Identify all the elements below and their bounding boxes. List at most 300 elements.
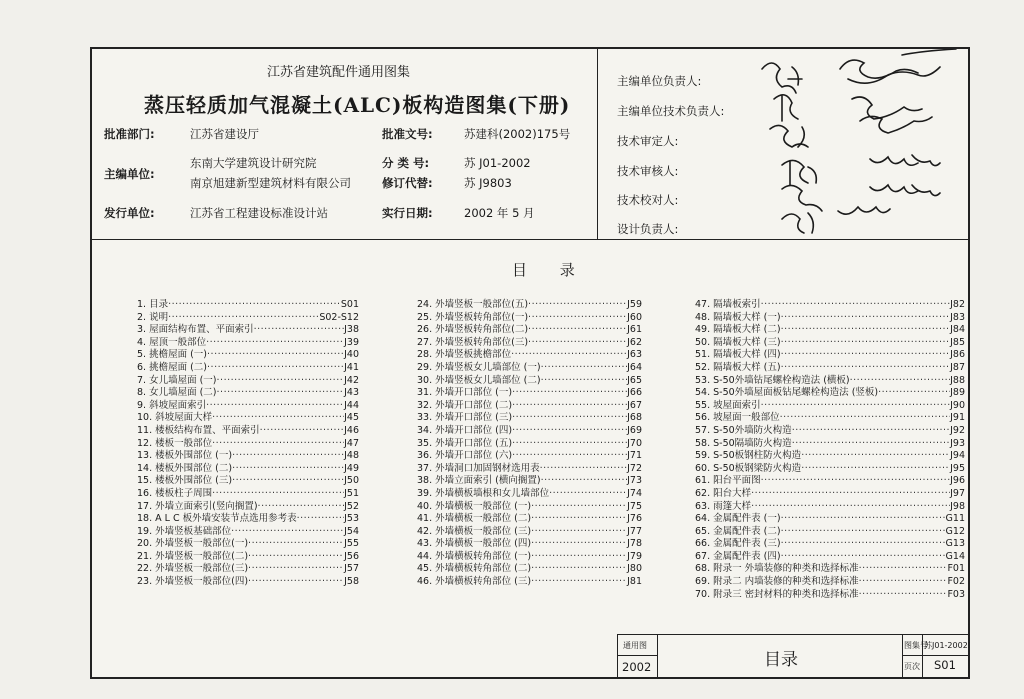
atlas-title: 蒸压轻质加气混凝土(ALC)板构造图集(下册) <box>144 93 571 117</box>
toc-entry-leader <box>541 362 628 375</box>
revision-value: 苏 J9803 <box>464 176 512 190</box>
toc-entry-title: 24. 外墙竖板一般部位(五) <box>417 299 529 310</box>
footer-year-divider <box>657 634 658 677</box>
toc-entry-page: J48 <box>344 450 359 462</box>
toc-entry-title: 47. 隔墙板索引 <box>695 299 761 310</box>
revision-label: 修订代替: <box>382 176 433 190</box>
toc-entry-title: 32. 外墙开口部位 (二) <box>417 399 513 411</box>
toc-entry <box>417 349 642 362</box>
toc-entry-leader <box>248 538 344 551</box>
footer-page-label: 页次 <box>904 662 920 671</box>
toc-entry-page: S01 <box>340 299 359 310</box>
toc-entry <box>137 362 359 375</box>
toc-entry <box>137 475 359 488</box>
toc-entry-title: 57. S-50外墙防火构造 <box>695 424 792 436</box>
toc-entry <box>695 589 965 602</box>
toc-entry-leader <box>531 513 627 526</box>
toc-entry-page: J61 <box>627 324 642 336</box>
toc-entry-title: 56. 坡屋面一般部位 <box>695 412 780 424</box>
toc-entry <box>137 299 359 312</box>
toc-entry-page: J95 <box>950 462 965 474</box>
toc-entry-leader <box>168 312 319 325</box>
toc-entry-title: 60. S-50板钢梁防火构造 <box>695 462 802 474</box>
toc-entry-leader <box>531 501 627 514</box>
toc-entry-leader <box>859 589 948 602</box>
toc-entry-page: J84 <box>950 324 965 336</box>
resp-editor-head: 主编单位负责人: <box>617 74 702 88</box>
toc-entry-page: J91 <box>950 412 965 424</box>
toc-entry-leader <box>512 387 627 400</box>
toc-entry <box>417 450 642 463</box>
date-label: 实行日期: <box>382 206 433 220</box>
editor-value-2: 南京旭建新型建筑材料有限公司 <box>190 176 351 190</box>
resp-proofreader: 技术校对人: <box>617 193 679 207</box>
toc-entry-title: 14. 楼板外围部位 (二) <box>137 462 233 474</box>
toc-entry-title: 48. 隔墙板大样 (一) <box>695 311 781 323</box>
toc-entry <box>695 400 965 413</box>
toc-entry <box>695 362 965 375</box>
toc-entry-page: J50 <box>344 475 359 487</box>
toc-entry <box>417 438 642 451</box>
toc-entry-leader <box>751 488 950 501</box>
toc-entry-title: 64. 金属配件表 (一) <box>695 513 781 525</box>
toc-entry-page: J59 <box>627 299 642 310</box>
toc-entry-page: J77 <box>627 525 642 537</box>
toc-entry-title: 42. 外墙横板一般部位 (三) <box>417 525 532 537</box>
toc-entry-page: J46 <box>344 424 359 436</box>
toc-entry <box>695 501 965 514</box>
toc-entry <box>695 450 965 463</box>
toc-entry <box>695 576 965 589</box>
toc-entry-title: 53. S-50外墙钻尾螺栓构造法 (横板) <box>695 374 850 386</box>
toc-entry-page: J74 <box>627 487 642 499</box>
toc-entry <box>417 576 642 589</box>
toc-entry <box>695 412 965 425</box>
toc-entry-title: 63. 雨篷大样 <box>695 500 752 512</box>
toc-entry-page: J45 <box>344 412 359 424</box>
toc-entry-leader <box>781 526 946 539</box>
toc-entry <box>695 375 965 388</box>
toc-entry-leader <box>528 337 627 350</box>
toc-entry-leader <box>780 412 950 425</box>
toc-entry-leader <box>761 299 950 312</box>
toc-entry <box>137 387 359 400</box>
header-divider <box>597 49 598 239</box>
toc-entry <box>137 538 359 551</box>
toc-entry-leader <box>297 513 344 526</box>
toc-entry-leader <box>781 337 951 350</box>
toc-entry-title: 23. 外墙竖板一般部位(四) <box>137 576 249 588</box>
toc-entry <box>137 463 359 476</box>
toc-entry-title: 59. S-50板钢柱防火构造 <box>695 450 802 462</box>
toc-entry-title: 7. 女儿墙屋面 (一) <box>137 374 217 386</box>
toc-entry <box>417 312 642 325</box>
toc-entry-page: J42 <box>344 374 359 386</box>
toc-entry-page: J58 <box>344 576 359 588</box>
toc-entry <box>695 425 965 438</box>
toc-entry <box>695 513 965 526</box>
toc-column-3 <box>695 299 965 601</box>
toc-entry-leader <box>540 463 627 476</box>
toc-entry <box>137 312 359 325</box>
toc-entry-page: G13 <box>945 538 965 550</box>
toc-entry <box>417 488 642 501</box>
toc-entry-leader <box>206 337 344 350</box>
toc-entry-leader <box>258 501 345 514</box>
toc-entry-title: 68. 附录一 外墙装修的种类和选择标准 <box>695 563 859 575</box>
toc-entry-title: 30. 外墙竖板女儿墙部位 (二) <box>417 374 541 386</box>
publisher-label: 发行单位: <box>104 206 155 220</box>
toc-entry <box>137 400 359 413</box>
toc-entry-title: 6. 挑檐屋面 (二) <box>137 361 208 373</box>
toc-entry-page: J93 <box>950 437 965 449</box>
toc-entry-title: 15. 楼板外围部位 (三) <box>137 475 233 487</box>
toc-entry <box>137 551 359 564</box>
resp-approver: 技术审定人: <box>617 134 679 148</box>
toc-entry-leader <box>792 425 950 438</box>
toc-entry-page: J90 <box>950 399 965 411</box>
toc-entry-leader <box>207 362 344 375</box>
toc-entry-leader <box>531 526 627 539</box>
toc-entry-leader <box>751 501 950 514</box>
toc-entry <box>137 425 359 438</box>
toc-entry-page: J47 <box>344 437 359 449</box>
toc-entry-leader <box>531 538 627 551</box>
category-label: 分 类 号: <box>382 156 430 170</box>
toc-entry-page: J72 <box>627 462 642 474</box>
toc-entry <box>417 299 642 312</box>
toc-entry-leader <box>168 299 341 312</box>
toc-entry-title: 54. S-50外墙屋面板钻尾螺栓构造法 (竖板) <box>695 387 879 399</box>
toc-entry-title: 38. 外墙立面索引 (横向搁置) <box>417 475 541 487</box>
toc-entry-leader <box>781 312 951 325</box>
toc-entry-page: J70 <box>627 437 642 449</box>
toc-entry <box>417 563 642 576</box>
toc-entry-title: 4. 屋顶一般部位 <box>137 336 207 348</box>
toc-entry-page: G12 <box>945 525 965 537</box>
toc-entry-leader <box>761 475 950 488</box>
toc-entry-leader <box>217 375 345 388</box>
toc-entry-leader <box>859 563 948 576</box>
publisher-value: 江苏省工程建设标准设计站 <box>190 206 328 220</box>
approval-dept-value: 江苏省建设厅 <box>190 127 259 141</box>
toc-entry-title: 58. S-50隔墙防火构造 <box>695 437 792 449</box>
toc-entry-leader <box>781 538 946 551</box>
toc-entry-leader <box>512 412 627 425</box>
toc-entry <box>137 513 359 526</box>
toc-entry <box>417 513 642 526</box>
toc-entry <box>137 576 359 589</box>
toc-entry-page: J85 <box>950 336 965 348</box>
toc-entry-page: J49 <box>344 462 359 474</box>
toc-entry-page: J65 <box>627 374 642 386</box>
toc-entry-page: J51 <box>344 487 359 499</box>
toc-entry-page: J89 <box>950 387 965 399</box>
date-value: 2002 年 5 月 <box>464 206 535 220</box>
toc-entry-title: 18. A L C 板外墙安装节点选用参考表 <box>137 513 297 525</box>
toc-entry <box>137 563 359 576</box>
toc-entry-title: 35. 外墙开口部位 (五) <box>417 437 513 449</box>
toc-entry <box>137 438 359 451</box>
toc-entry-title: 65. 金属配件表 (二) <box>695 525 781 537</box>
toc-entry <box>417 551 642 564</box>
toc-entry <box>417 337 642 350</box>
toc-entry-leader <box>549 488 627 501</box>
toc-entry-leader <box>232 475 344 488</box>
footer-right-rule <box>902 655 968 656</box>
footer-year-rule <box>617 655 657 656</box>
toc-entry-title: 9. 斜坡屋面索引 <box>137 399 207 411</box>
toc-entry <box>137 488 359 501</box>
toc-entry <box>417 526 642 539</box>
toc-entry-title: 52. 隔墙板大样 (五) <box>695 361 781 373</box>
toc-entry-leader <box>781 349 951 362</box>
toc-entry-leader <box>254 324 345 337</box>
toc-entry <box>417 463 642 476</box>
toc-entry-page: J63 <box>627 349 642 361</box>
toc-entry-page: G11 <box>945 513 965 525</box>
toc-entry-page: J39 <box>344 336 359 348</box>
toc-entry-page: F01 <box>947 563 965 575</box>
toc-entry-leader <box>248 576 344 589</box>
footer-center-title: 目录 <box>764 650 798 670</box>
toc-entry-leader <box>761 400 950 413</box>
toc-entry-leader <box>512 450 627 463</box>
toc-entry-page: J86 <box>950 349 965 361</box>
toc-entry-page: J54 <box>344 525 359 537</box>
toc-entry-page: J55 <box>344 538 359 550</box>
toc-entry-leader <box>212 438 344 451</box>
toc-entry-page: J57 <box>344 563 359 575</box>
toc-entry <box>417 362 642 375</box>
toc-entry-title: 1. 目录 <box>137 299 169 310</box>
toc-entry-page: J75 <box>627 500 642 512</box>
toc-entry-title: 33. 外墙开口部位 (三) <box>417 412 513 424</box>
toc-entry-leader <box>232 450 344 463</box>
toc-entry-page: J79 <box>627 550 642 562</box>
header-bottom-rule <box>92 239 968 240</box>
approval-no-label: 批准文号: <box>382 127 433 141</box>
toc-entry-title: 51. 隔墙板大样 (四) <box>695 349 781 361</box>
toc-entry-title: 44. 外墙横板转角部位 (一) <box>417 550 532 562</box>
toc-entry-page: J66 <box>627 387 642 399</box>
toc-entry-leader <box>781 324 951 337</box>
toc-entry-page: J83 <box>950 311 965 323</box>
footer-year: 2002 <box>622 660 652 674</box>
toc-entry-title: 19. 外墙竖板基础部位 <box>137 525 232 537</box>
toc-entry-title: 2. 说明 <box>137 311 169 323</box>
toc-entry-leader <box>260 425 344 438</box>
toc-entry <box>417 387 642 400</box>
toc-entry-title: 8. 女儿墙屋面 (二) <box>137 387 217 399</box>
toc-entry <box>695 538 965 551</box>
toc-entry <box>137 324 359 337</box>
toc-entry-title: 67. 金属配件表 (四) <box>695 550 781 562</box>
toc-entry-leader <box>528 324 627 337</box>
toc-column-1 <box>137 299 359 589</box>
toc-entry-leader <box>801 450 950 463</box>
toc-entry-page: J67 <box>627 399 642 411</box>
toc-entry-title: 49. 隔墙板大样 (二) <box>695 324 781 336</box>
toc-entry-leader <box>528 312 627 325</box>
toc-entry-leader <box>850 375 951 388</box>
toc-entry-page: J88 <box>950 374 965 386</box>
toc-entry-title: 21. 外墙竖板一般部位(二) <box>137 550 249 562</box>
toc-entry-page: J80 <box>627 563 642 575</box>
toc-entry <box>417 501 642 514</box>
toc-entry <box>695 563 965 576</box>
toc-entry-page: J56 <box>344 550 359 562</box>
toc-entry <box>137 526 359 539</box>
toc-entry-page: S02-S12 <box>319 311 359 323</box>
toc-entry <box>695 463 965 476</box>
toc-entry-page: J96 <box>950 475 965 487</box>
toc-entry-leader <box>231 526 344 539</box>
toc-entry-leader <box>206 400 344 413</box>
toc-entry-page: J87 <box>950 361 965 373</box>
toc-entry-page: J62 <box>627 336 642 348</box>
toc-entry-leader <box>859 576 948 589</box>
toc-entry-title: 16. 楼板柱子周围 <box>137 487 213 499</box>
toc-entry-page: G14 <box>945 550 965 562</box>
toc-entry <box>417 538 642 551</box>
toc-entry-leader <box>781 513 946 526</box>
editor-label: 主编单位: <box>104 167 155 181</box>
toc-entry-page: J41 <box>344 361 359 373</box>
toc-entry <box>695 551 965 564</box>
toc-entry <box>695 526 965 539</box>
toc-entry <box>137 501 359 514</box>
toc-entry-title: 26. 外墙竖板转角部位(二) <box>417 324 529 336</box>
toc-entry <box>417 425 642 438</box>
toc-entry-page: J40 <box>344 349 359 361</box>
toc-entry-page: J44 <box>344 399 359 411</box>
toc-entry <box>695 475 965 488</box>
toc-entry-title: 17. 外墙立面索引(竖向搁置) <box>137 500 258 512</box>
toc-entry-leader <box>212 488 344 501</box>
toc-entry-title: 29. 外墙竖板女儿墙部位 (一) <box>417 361 541 373</box>
resp-design-lead: 设计负责人: <box>617 222 679 236</box>
toc-entry-page: F03 <box>947 588 965 600</box>
toc-entry-title: 22. 外墙竖板一般部位(三) <box>137 563 249 575</box>
footer-atlas-label: 图集号 <box>904 641 928 650</box>
toc-entry <box>417 400 642 413</box>
toc-entry <box>417 412 642 425</box>
toc-entry-title: 5. 挑檐屋面 (一) <box>137 349 208 361</box>
toc-entry-page: J68 <box>627 412 642 424</box>
toc-entry-page: J97 <box>950 487 965 499</box>
toc-entry <box>695 324 965 337</box>
toc-entry <box>137 412 359 425</box>
toc-entry-page: J73 <box>627 475 642 487</box>
toc-entry-leader <box>781 362 951 375</box>
toc-entry <box>417 475 642 488</box>
toc-entry-title: 46. 外墙横板转角部位 (三) <box>417 576 532 588</box>
toc-entry-page: J98 <box>950 500 965 512</box>
toc-entry-leader <box>512 438 627 451</box>
toc-entry-title: 62. 阳台大样 <box>695 487 752 499</box>
drawing-frame <box>90 47 970 679</box>
toc-entry-title: 25. 外墙竖板转角部位(一) <box>417 311 529 323</box>
toc-entry <box>695 349 965 362</box>
toc-entry-title: 3. 屋面结构布置、平面索引 <box>137 324 254 336</box>
resp-reviewer: 技术审核人: <box>617 164 679 178</box>
toc-entry <box>695 387 965 400</box>
toc-entry-leader <box>531 551 627 564</box>
toc-entry-leader <box>217 387 345 400</box>
toc-entry-page: J60 <box>627 311 642 323</box>
toc-entry-page: J64 <box>627 361 642 373</box>
toc-heading: 目 录 <box>512 261 589 279</box>
toc-entry <box>137 375 359 388</box>
toc-entry-page: J53 <box>344 513 359 525</box>
toc-entry-page: J92 <box>950 424 965 436</box>
toc-entry-title: 50. 隔墙板大样 (三) <box>695 336 781 348</box>
toc-entry <box>695 438 965 451</box>
toc-entry-leader <box>232 463 344 476</box>
editor-value-1: 东南大学建筑设计研究院 <box>190 156 317 170</box>
atlas-subtitle: 江苏省建筑配件通用图集 <box>267 65 411 80</box>
toc-entry-leader <box>512 400 627 413</box>
toc-entry-title: 13. 楼板外围部位 (一) <box>137 450 233 462</box>
toc-entry-page: J78 <box>627 538 642 550</box>
toc-entry-leader <box>878 387 950 400</box>
toc-entry-title: 12. 楼板一般部位 <box>137 437 213 449</box>
toc-entry-title: 34. 外墙开口部位 (四) <box>417 424 513 436</box>
footer-atlas-value: 苏J01-2002 <box>924 641 968 650</box>
toc-entry-title: 45. 外墙横板转角部位 (二) <box>417 563 532 575</box>
approval-no-value: 苏建科(2002)175号 <box>464 127 571 141</box>
toc-entry-leader <box>248 551 344 564</box>
toc-entry-page: J94 <box>950 450 965 462</box>
resp-tech-head: 主编单位技术负责人: <box>617 104 725 118</box>
toc-entry-title: 27. 外墙竖板转角部位(三) <box>417 336 529 348</box>
toc-entry <box>695 312 965 325</box>
toc-entry-title: 20. 外墙竖板一般部位(一) <box>137 538 249 550</box>
footer-top-rule <box>617 634 968 635</box>
toc-entry-title: 41. 外墙横板一般部位 (二) <box>417 513 532 525</box>
toc-entry-leader <box>781 551 946 564</box>
toc-entry-title: 37. 外墙洞口加固钢材选用表 <box>417 462 540 474</box>
toc-entry-leader <box>511 349 627 362</box>
toc-entry-page: J52 <box>344 500 359 512</box>
toc-entry-leader <box>801 463 950 476</box>
toc-entry-page: F02 <box>947 576 965 588</box>
toc-entry-leader <box>541 375 628 388</box>
toc-entry-title: 11. 楼板结构布置、平面索引 <box>137 424 260 436</box>
toc-entry-leader <box>248 563 344 576</box>
toc-entry-title: 70. 附录三 密封材料的种类和选择标准 <box>695 588 859 600</box>
toc-entry-title: 69. 附录二 内墙装修的种类和选择标准 <box>695 576 859 588</box>
toc-entry <box>417 324 642 337</box>
toc-entry-page: J71 <box>627 450 642 462</box>
category-value: 苏 J01-2002 <box>464 156 531 170</box>
toc-entry-title: 39. 外墙横板墙根和女儿墙部位 <box>417 487 550 499</box>
toc-entry-leader <box>528 299 627 312</box>
toc-entry <box>695 488 965 501</box>
toc-entry-title: 66. 金属配件表 (三) <box>695 538 781 550</box>
toc-entry-page: J81 <box>627 576 642 588</box>
toc-entry <box>137 337 359 350</box>
toc-entry-leader <box>792 438 950 451</box>
toc-entry-leader <box>212 412 344 425</box>
toc-entry-leader <box>541 475 628 488</box>
toc-entry-leader <box>531 563 627 576</box>
toc-entry-page: J82 <box>950 299 965 310</box>
toc-entry-title: 40. 外墙横板一般部位 (一) <box>417 500 532 512</box>
toc-entry-title: 43. 外墙横板一般部位 (四) <box>417 538 532 550</box>
toc-entry <box>695 337 965 350</box>
